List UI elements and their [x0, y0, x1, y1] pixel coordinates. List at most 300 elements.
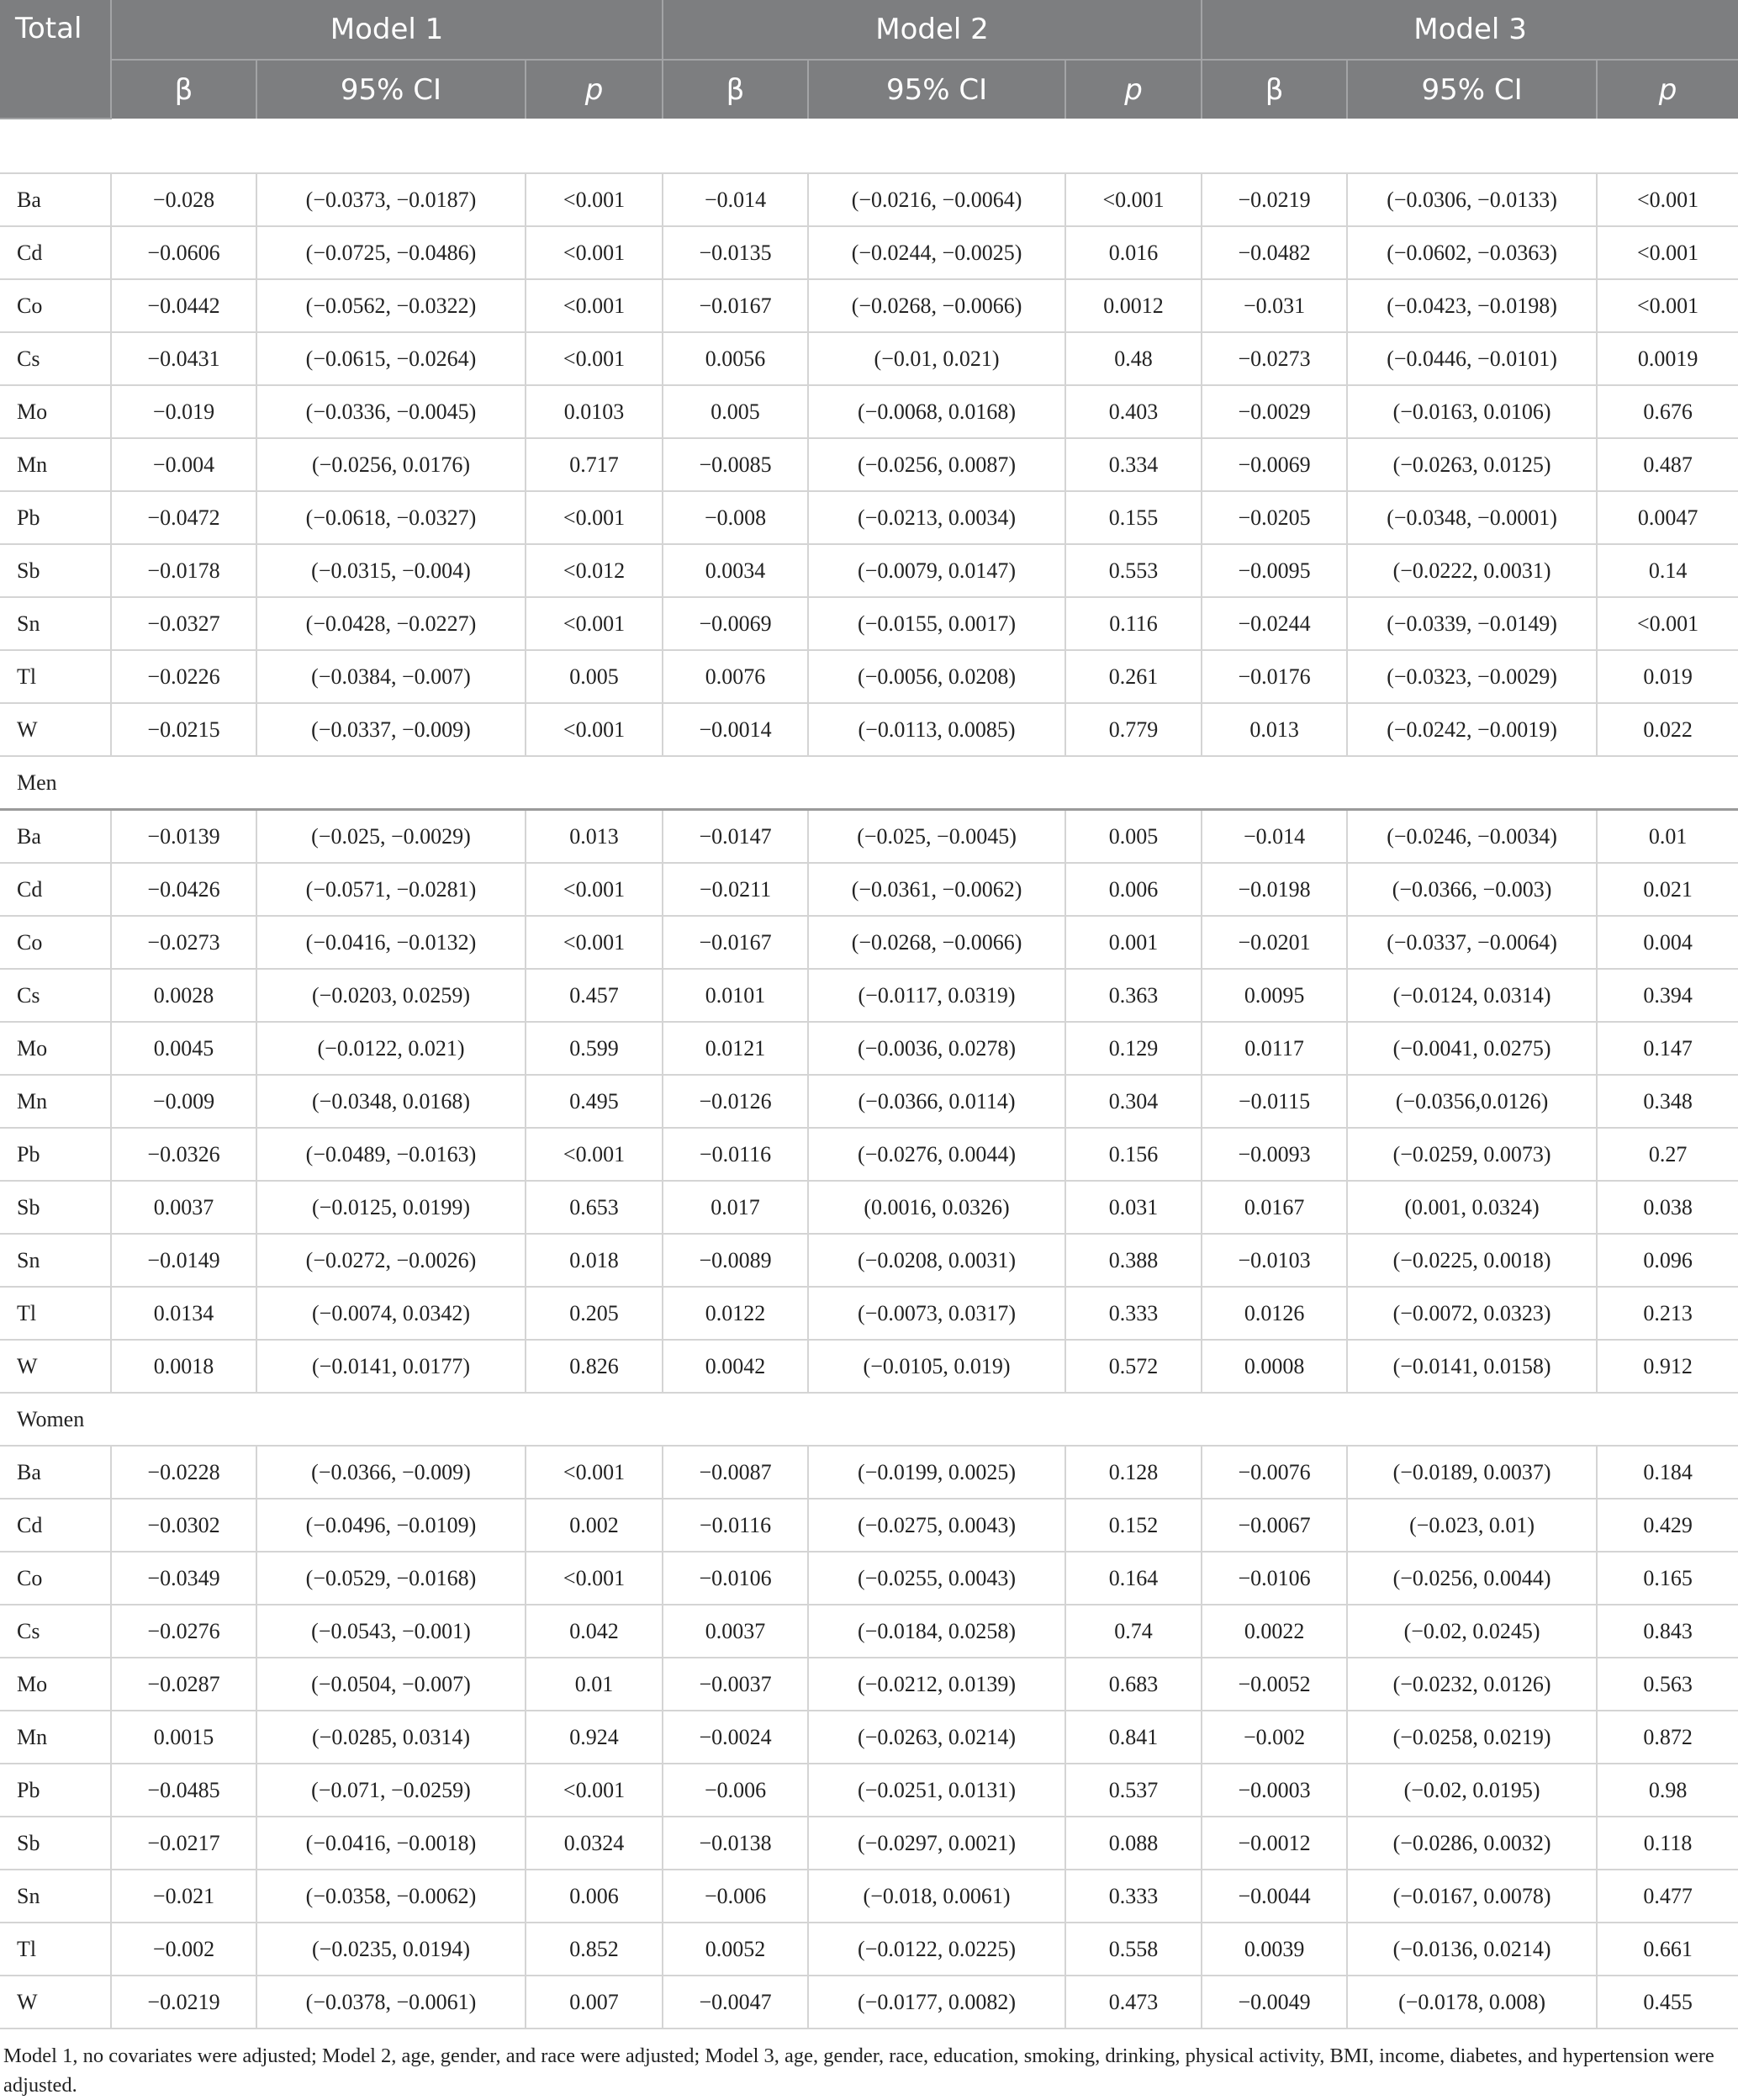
m3-ci-cell: (−0.02, 0.0245) [1347, 1605, 1597, 1658]
m1-p-cell: 0.005 [526, 650, 663, 703]
ci-header: 95% CI [808, 60, 1065, 119]
m3-p-cell: 0.038 [1597, 1181, 1738, 1234]
m2-beta-cell: −0.0089 [663, 1234, 808, 1287]
m3-p-cell: <0.001 [1597, 226, 1738, 279]
m3-ci-cell: (−0.0323, −0.0029) [1347, 650, 1597, 703]
m2-beta-cell: −0.0069 [663, 597, 808, 650]
m1-ci-cell: (−0.0348, 0.0168) [256, 1075, 526, 1128]
m1-beta-cell: −0.0215 [111, 703, 256, 756]
m2-beta-cell: 0.0122 [663, 1287, 808, 1340]
element-cell: Pb [0, 1764, 111, 1817]
m3-ci-cell: (−0.0072, 0.0323) [1347, 1287, 1597, 1340]
m1-beta-cell: −0.0426 [111, 863, 256, 916]
m2-ci-cell: (−0.0268, −0.0066) [808, 916, 1065, 969]
element-cell: Ba [0, 173, 111, 226]
m1-p-cell: 0.007 [526, 1976, 663, 2029]
table-row [0, 1181, 1738, 1234]
m2-beta-cell: 0.005 [663, 385, 808, 438]
m1-ci-cell: (−0.0416, −0.0018) [256, 1817, 526, 1870]
element-cell: Tl [0, 1923, 111, 1976]
m3-ci-cell: (−0.0339, −0.0149) [1347, 597, 1597, 650]
m3-p-cell: 0.184 [1597, 1446, 1738, 1499]
m2-p-cell: 0.74 [1065, 1605, 1202, 1658]
m3-ci-cell: (−0.0178, 0.008) [1347, 1976, 1597, 2029]
m3-p-cell: 0.661 [1597, 1923, 1738, 1976]
ci-header: 95% CI [1347, 60, 1597, 119]
m1-p-cell: 0.495 [526, 1075, 663, 1128]
m1-beta-cell: 0.0037 [111, 1181, 256, 1234]
m2-ci-cell: (−0.0212, 0.0139) [808, 1658, 1065, 1711]
m1-beta-cell: −0.0349 [111, 1552, 256, 1605]
m2-p-cell: 0.779 [1065, 703, 1202, 756]
m3-beta-cell: −0.002 [1202, 1711, 1347, 1764]
element-cell: W [0, 703, 111, 756]
m1-beta-cell: −0.0485 [111, 1764, 256, 1817]
m3-ci-cell: (−0.0141, 0.0158) [1347, 1340, 1597, 1393]
m3-ci-cell: (−0.0258, 0.0219) [1347, 1711, 1597, 1764]
element-cell: W [0, 1976, 111, 2029]
m2-p-cell: 0.031 [1065, 1181, 1202, 1234]
m3-p-cell: 0.455 [1597, 1976, 1738, 2029]
ci-header: 95% CI [256, 60, 526, 119]
m3-beta-cell: −0.031 [1202, 279, 1347, 332]
table-row [0, 1287, 1738, 1340]
m3-ci-cell: (−0.0136, 0.0214) [1347, 1923, 1597, 1976]
element-cell: Sn [0, 597, 111, 650]
m2-beta-cell: −0.0085 [663, 438, 808, 491]
m3-p-cell: 0.0047 [1597, 491, 1738, 544]
element-cell: Pb [0, 1128, 111, 1181]
table-row [0, 1022, 1738, 1075]
m2-ci-cell: (−0.0213, 0.0034) [808, 491, 1065, 544]
m1-beta-cell: −0.0276 [111, 1605, 256, 1658]
m1-ci-cell: (−0.0125, 0.0199) [256, 1181, 526, 1234]
m2-beta-cell: −0.006 [663, 1870, 808, 1923]
m3-beta-cell: 0.0117 [1202, 1022, 1347, 1075]
m2-p-cell: 0.088 [1065, 1817, 1202, 1870]
m1-beta-cell: 0.0134 [111, 1287, 256, 1340]
element-cell: Mn [0, 1075, 111, 1128]
m3-ci-cell: (−0.0259, 0.0073) [1347, 1128, 1597, 1181]
m2-p-cell: 0.48 [1065, 332, 1202, 385]
m2-p-cell: 0.261 [1065, 650, 1202, 703]
m3-p-cell: 0.004 [1597, 916, 1738, 969]
m2-ci-cell: (−0.0079, 0.0147) [808, 544, 1065, 597]
m3-p-cell: 0.676 [1597, 385, 1738, 438]
table-row [0, 1552, 1738, 1605]
m3-beta-cell: −0.0012 [1202, 1817, 1347, 1870]
m2-beta-cell: 0.0076 [663, 650, 808, 703]
m3-ci-cell: (−0.0246, −0.0034) [1347, 810, 1597, 864]
m1-beta-cell: 0.0015 [111, 1711, 256, 1764]
m2-p-cell: 0.005 [1065, 810, 1202, 864]
m3-p-cell: 0.147 [1597, 1022, 1738, 1075]
table-row [0, 279, 1738, 332]
m2-p-cell: 0.129 [1065, 1022, 1202, 1075]
element-cell: Sb [0, 1181, 111, 1234]
m2-ci-cell: (−0.0184, 0.0258) [808, 1605, 1065, 1658]
table-row [0, 1764, 1738, 1817]
m3-beta-cell: −0.0044 [1202, 1870, 1347, 1923]
m1-ci-cell: (−0.0571, −0.0281) [256, 863, 526, 916]
m2-p-cell: 0.006 [1065, 863, 1202, 916]
m1-beta-cell: 0.0028 [111, 969, 256, 1022]
element-cell: Co [0, 916, 111, 969]
m1-ci-cell: (−0.0725, −0.0486) [256, 226, 526, 279]
section-header-row [0, 756, 1738, 810]
m1-p-cell: <0.001 [526, 1128, 663, 1181]
m2-ci-cell: (−0.0263, 0.0214) [808, 1711, 1065, 1764]
m2-p-cell: 0.333 [1065, 1870, 1202, 1923]
m2-beta-cell: 0.0121 [663, 1022, 808, 1075]
m3-ci-cell: (−0.0263, 0.0125) [1347, 438, 1597, 491]
m1-ci-cell: (−0.0315, −0.004) [256, 544, 526, 597]
m3-ci-cell: (−0.0366, −0.003) [1347, 863, 1597, 916]
m1-ci-cell: (−0.0122, 0.021) [256, 1022, 526, 1075]
table-row [0, 1499, 1738, 1552]
m3-beta-cell: −0.0205 [1202, 491, 1347, 544]
element-cell: Tl [0, 1287, 111, 1340]
m1-beta-cell: −0.004 [111, 438, 256, 491]
m3-beta-cell: −0.0244 [1202, 597, 1347, 650]
table-row [0, 1075, 1738, 1128]
m3-p-cell: 0.118 [1597, 1817, 1738, 1870]
m1-ci-cell: (−0.0378, −0.0061) [256, 1976, 526, 2029]
m2-ci-cell: (−0.0056, 0.0208) [808, 650, 1065, 703]
m2-beta-cell: 0.0034 [663, 544, 808, 597]
m2-beta-cell: −0.006 [663, 1764, 808, 1817]
corner-header: Total [0, 0, 111, 119]
m3-beta-cell: 0.0095 [1202, 969, 1347, 1022]
m3-beta-cell: −0.0052 [1202, 1658, 1347, 1711]
element-cell: Sn [0, 1870, 111, 1923]
m1-p-cell: <0.001 [526, 1764, 663, 1817]
element-cell: Sb [0, 1817, 111, 1870]
m3-beta-cell: −0.0049 [1202, 1976, 1347, 2029]
m1-ci-cell: (−0.0543, −0.001) [256, 1605, 526, 1658]
m2-ci-cell: (−0.0276, 0.0044) [808, 1128, 1065, 1181]
m1-ci-cell: (−0.0489, −0.0163) [256, 1128, 526, 1181]
m1-beta-cell: −0.019 [111, 385, 256, 438]
section-header-row [0, 1393, 1738, 1446]
m1-ci-cell: (−0.0272, −0.0026) [256, 1234, 526, 1287]
m3-p-cell: 0.563 [1597, 1658, 1738, 1711]
m3-beta-cell: −0.0198 [1202, 863, 1347, 916]
m3-ci-cell: (−0.0232, 0.0126) [1347, 1658, 1597, 1711]
column-header-row [0, 60, 1738, 119]
m1-beta-cell: −0.0326 [111, 1128, 256, 1181]
table-row [0, 1870, 1738, 1923]
element-cell: Cs [0, 1605, 111, 1658]
m2-beta-cell: −0.0116 [663, 1128, 808, 1181]
m3-p-cell: 0.021 [1597, 863, 1738, 916]
m1-ci-cell: (−0.0141, 0.0177) [256, 1340, 526, 1393]
table-row [0, 1923, 1738, 1976]
table-footnote: Model 1, no covariates were adjusted; Model 2, age, gender, and race were adjusted; Model 3, age, gender, race, education, smoking, drinking, physical activity, BMI, income, diabetes, and hypertension were adjusted. [3, 2044, 1714, 2097]
element-cell: Cd [0, 1499, 111, 1552]
m3-p-cell: 0.477 [1597, 1870, 1738, 1923]
m3-beta-cell: 0.013 [1202, 703, 1347, 756]
section-label: Men [0, 756, 1738, 810]
m2-ci-cell: (−0.018, 0.0061) [808, 1870, 1065, 1923]
m3-ci-cell: (−0.0356,0.0126) [1347, 1075, 1597, 1128]
m1-beta-cell: −0.028 [111, 173, 256, 226]
table-row [0, 916, 1738, 969]
m1-p-cell: 0.013 [526, 810, 663, 864]
m1-p-cell: 0.653 [526, 1181, 663, 1234]
m1-ci-cell: (−0.0373, −0.0187) [256, 173, 526, 226]
m3-p-cell: <0.001 [1597, 173, 1738, 226]
m1-p-cell: 0.205 [526, 1287, 663, 1340]
m3-ci-cell: (−0.0446, −0.0101) [1347, 332, 1597, 385]
m3-p-cell: 0.394 [1597, 969, 1738, 1022]
model-header-row [0, 0, 1738, 60]
element-cell: Cd [0, 863, 111, 916]
m2-ci-cell: (−0.0122, 0.0225) [808, 1923, 1065, 1976]
model-3-header: Model 3 [1202, 0, 1738, 60]
m1-p-cell: <0.001 [526, 1446, 663, 1499]
m1-beta-cell: −0.0139 [111, 810, 256, 864]
m2-p-cell: 0.473 [1065, 1976, 1202, 2029]
m2-beta-cell: −0.0126 [663, 1075, 808, 1128]
m1-beta-cell: −0.0226 [111, 650, 256, 703]
m3-beta-cell: −0.0201 [1202, 916, 1347, 969]
m2-ci-cell: (−0.0177, 0.0082) [808, 1976, 1065, 2029]
element-cell: Tl [0, 650, 111, 703]
m2-p-cell: 0.333 [1065, 1287, 1202, 1340]
m2-beta-cell: −0.0024 [663, 1711, 808, 1764]
element-cell: W [0, 1340, 111, 1393]
m2-p-cell: 0.841 [1065, 1711, 1202, 1764]
m2-beta-cell: −0.0167 [663, 279, 808, 332]
table-row [0, 597, 1738, 650]
m2-p-cell: 0.537 [1065, 1764, 1202, 1817]
table-row [0, 1234, 1738, 1287]
table-row [0, 1711, 1738, 1764]
m1-ci-cell: (−0.025, −0.0029) [256, 810, 526, 864]
m2-beta-cell: −0.0037 [663, 1658, 808, 1711]
beta-header: β [1202, 60, 1347, 119]
table-row [0, 1340, 1738, 1393]
m1-beta-cell: 0.0045 [111, 1022, 256, 1075]
m1-p-cell: 0.826 [526, 1340, 663, 1393]
m1-p-cell: <0.001 [526, 226, 663, 279]
element-cell: Sn [0, 1234, 111, 1287]
m1-beta-cell: 0.0018 [111, 1340, 256, 1393]
blank-spacer-row [0, 119, 1738, 173]
m2-ci-cell: (−0.0113, 0.0085) [808, 703, 1065, 756]
section-label: Women [0, 1393, 1738, 1446]
m3-p-cell: 0.348 [1597, 1075, 1738, 1128]
m2-beta-cell: −0.008 [663, 491, 808, 544]
m1-beta-cell: −0.0273 [111, 916, 256, 969]
m3-ci-cell: (−0.0256, 0.0044) [1347, 1552, 1597, 1605]
m1-ci-cell: (−0.0256, 0.0176) [256, 438, 526, 491]
table-row [0, 863, 1738, 916]
m1-p-cell: 0.0324 [526, 1817, 663, 1870]
m3-beta-cell: −0.0093 [1202, 1128, 1347, 1181]
m3-ci-cell: (−0.0167, 0.0078) [1347, 1870, 1597, 1923]
m2-ci-cell: (−0.0251, 0.0131) [808, 1764, 1065, 1817]
m3-ci-cell: (−0.023, 0.01) [1347, 1499, 1597, 1552]
m3-beta-cell: −0.0076 [1202, 1446, 1347, 1499]
m1-ci-cell: (−0.0428, −0.0227) [256, 597, 526, 650]
m1-ci-cell: (−0.0562, −0.0322) [256, 279, 526, 332]
m3-ci-cell: (−0.0242, −0.0019) [1347, 703, 1597, 756]
m3-ci-cell: (−0.0189, 0.0037) [1347, 1446, 1597, 1499]
m3-p-cell: 0.019 [1597, 650, 1738, 703]
m2-p-cell: 0.164 [1065, 1552, 1202, 1605]
m3-p-cell: 0.98 [1597, 1764, 1738, 1817]
m3-ci-cell: (−0.02, 0.0195) [1347, 1764, 1597, 1817]
m1-ci-cell: (−0.0615, −0.0264) [256, 332, 526, 385]
m1-ci-cell: (−0.0358, −0.0062) [256, 1870, 526, 1923]
m2-ci-cell: (−0.0275, 0.0043) [808, 1499, 1065, 1552]
m2-ci-cell: (−0.0199, 0.0025) [808, 1446, 1065, 1499]
table-row [0, 1128, 1738, 1181]
p-header: p [1597, 60, 1738, 119]
m2-beta-cell: −0.014 [663, 173, 808, 226]
m2-beta-cell: 0.0052 [663, 1923, 808, 1976]
m3-ci-cell: (0.001, 0.0324) [1347, 1181, 1597, 1234]
m3-p-cell: 0.022 [1597, 703, 1738, 756]
m1-beta-cell: −0.0287 [111, 1658, 256, 1711]
m2-ci-cell: (−0.0208, 0.0031) [808, 1234, 1065, 1287]
m1-p-cell: 0.599 [526, 1022, 663, 1075]
m3-beta-cell: −0.0003 [1202, 1764, 1347, 1817]
m1-ci-cell: (−0.0384, −0.007) [256, 650, 526, 703]
m2-p-cell: 0.155 [1065, 491, 1202, 544]
m1-p-cell: 0.924 [526, 1711, 663, 1764]
m3-p-cell: 0.096 [1597, 1234, 1738, 1287]
m2-p-cell: 0.156 [1065, 1128, 1202, 1181]
m3-p-cell: 0.14 [1597, 544, 1738, 597]
beta-header: β [111, 60, 256, 119]
m1-ci-cell: (−0.0285, 0.0314) [256, 1711, 526, 1764]
element-cell: Mn [0, 438, 111, 491]
m2-p-cell: 0.001 [1065, 916, 1202, 969]
m2-p-cell: 0.558 [1065, 1923, 1202, 1976]
m1-ci-cell: (−0.0529, −0.0168) [256, 1552, 526, 1605]
m3-ci-cell: (−0.0163, 0.0106) [1347, 385, 1597, 438]
p-header: p [526, 60, 663, 119]
m2-ci-cell: (−0.0256, 0.0087) [808, 438, 1065, 491]
m1-ci-cell: (−0.0074, 0.0342) [256, 1287, 526, 1340]
m3-p-cell: 0.487 [1597, 438, 1738, 491]
m2-p-cell: 0.128 [1065, 1446, 1202, 1499]
m3-beta-cell: −0.0095 [1202, 544, 1347, 597]
m1-beta-cell: −0.0606 [111, 226, 256, 279]
m3-ci-cell: (−0.0225, 0.0018) [1347, 1234, 1597, 1287]
m1-beta-cell: −0.0149 [111, 1234, 256, 1287]
model-1-header: Model 1 [111, 0, 663, 60]
table-row [0, 438, 1738, 491]
m1-p-cell: 0.01 [526, 1658, 663, 1711]
m3-beta-cell: −0.0176 [1202, 650, 1347, 703]
m2-p-cell: 0.116 [1065, 597, 1202, 650]
m2-p-cell: 0.363 [1065, 969, 1202, 1022]
m1-p-cell: 0.457 [526, 969, 663, 1022]
m2-ci-cell: (−0.0036, 0.0278) [808, 1022, 1065, 1075]
m1-ci-cell: (−0.0504, −0.007) [256, 1658, 526, 1711]
element-cell: Mn [0, 1711, 111, 1764]
m3-p-cell: 0.912 [1597, 1340, 1738, 1393]
m2-ci-cell: (−0.0073, 0.0317) [808, 1287, 1065, 1340]
element-cell: Co [0, 1552, 111, 1605]
m1-beta-cell: −0.0472 [111, 491, 256, 544]
m2-beta-cell: −0.0047 [663, 1976, 808, 2029]
table-row [0, 226, 1738, 279]
m3-beta-cell: 0.0008 [1202, 1340, 1347, 1393]
table-row [0, 1817, 1738, 1870]
element-cell: Ba [0, 1446, 111, 1499]
m1-ci-cell: (−0.0618, −0.0327) [256, 491, 526, 544]
m2-beta-cell: −0.0087 [663, 1446, 808, 1499]
m3-p-cell: 0.01 [1597, 810, 1738, 864]
m1-ci-cell: (−0.0203, 0.0259) [256, 969, 526, 1022]
m3-beta-cell: −0.0106 [1202, 1552, 1347, 1605]
m1-beta-cell: −0.0302 [111, 1499, 256, 1552]
m3-ci-cell: (−0.0337, −0.0064) [1347, 916, 1597, 969]
table-row [0, 810, 1738, 864]
m2-ci-cell: (−0.0361, −0.0062) [808, 863, 1065, 916]
blank-cell [0, 119, 1738, 173]
m3-ci-cell: (−0.0124, 0.0314) [1347, 969, 1597, 1022]
m2-ci-cell: (−0.0216, −0.0064) [808, 173, 1065, 226]
m2-ci-cell: (−0.0268, −0.0066) [808, 279, 1065, 332]
m1-beta-cell: −0.0327 [111, 597, 256, 650]
element-cell: Mo [0, 385, 111, 438]
m2-beta-cell: 0.0101 [663, 969, 808, 1022]
table-row [0, 1658, 1738, 1711]
m1-p-cell: 0.006 [526, 1870, 663, 1923]
m1-p-cell: <0.001 [526, 863, 663, 916]
m2-ci-cell: (−0.0068, 0.0168) [808, 385, 1065, 438]
m3-beta-cell: −0.0103 [1202, 1234, 1347, 1287]
m1-beta-cell: −0.009 [111, 1075, 256, 1128]
m2-beta-cell: −0.0116 [663, 1499, 808, 1552]
m3-beta-cell: −0.0067 [1202, 1499, 1347, 1552]
m3-beta-cell: −0.0069 [1202, 438, 1347, 491]
m2-beta-cell: −0.0106 [663, 1552, 808, 1605]
table-body [0, 119, 1738, 2029]
table-row [0, 173, 1738, 226]
m2-p-cell: 0.016 [1065, 226, 1202, 279]
m3-beta-cell: 0.0022 [1202, 1605, 1347, 1658]
m2-ci-cell: (−0.0155, 0.0017) [808, 597, 1065, 650]
m3-beta-cell: 0.0167 [1202, 1181, 1347, 1234]
element-cell: Cs [0, 332, 111, 385]
beta-header: β [663, 60, 808, 119]
m1-p-cell: <0.001 [526, 916, 663, 969]
m2-ci-cell: (−0.0366, 0.0114) [808, 1075, 1065, 1128]
m2-beta-cell: −0.0014 [663, 703, 808, 756]
m1-p-cell: <0.001 [526, 597, 663, 650]
m3-p-cell: 0.165 [1597, 1552, 1738, 1605]
m2-p-cell: 0.403 [1065, 385, 1202, 438]
table-row [0, 703, 1738, 756]
m2-p-cell: 0.553 [1065, 544, 1202, 597]
m3-beta-cell: −0.0273 [1202, 332, 1347, 385]
m1-ci-cell: (−0.0337, −0.009) [256, 703, 526, 756]
m2-p-cell: 0.572 [1065, 1340, 1202, 1393]
m3-beta-cell: 0.0126 [1202, 1287, 1347, 1340]
m1-ci-cell: (−0.0235, 0.0194) [256, 1923, 526, 1976]
m2-beta-cell: −0.0135 [663, 226, 808, 279]
m1-beta-cell: −0.0178 [111, 544, 256, 597]
m1-p-cell: <0.001 [526, 1552, 663, 1605]
m3-p-cell: 0.429 [1597, 1499, 1738, 1552]
